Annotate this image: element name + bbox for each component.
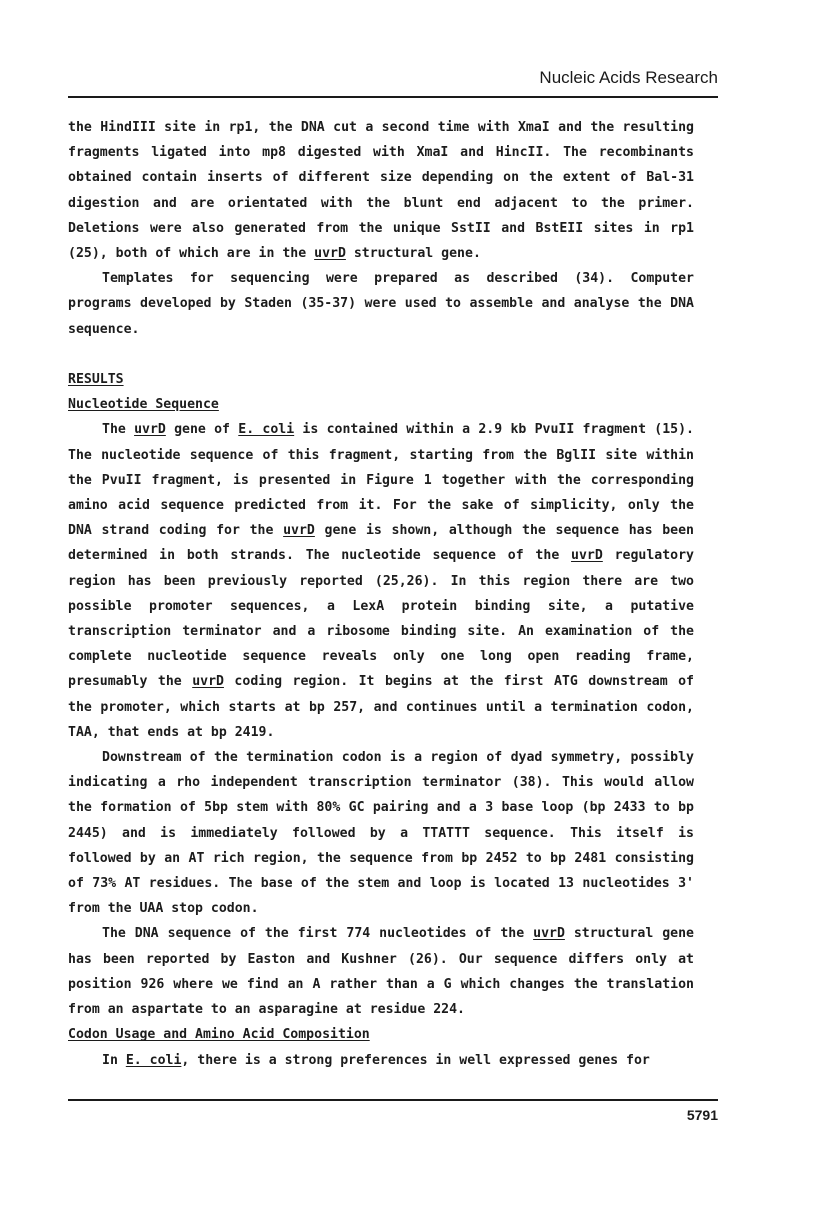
paragraph-terminator: Downstream of the termination codon is a region of dyad symmetry, possibly indicating a rho independent transcription terminator (38). This would allow the formation of 5bp stem with 80% GC pairing and a 3 base loop (bp 2433 to bp 2445) and is immediately followed by a TTATTT sequence. This itself is followed by an AT rich region, the sequence from bp 2452 to bp 2481 consisting of 73% AT residues. The base of the stem and loop is located 13 nucleotides 3' from the UAA stop codon. [68, 750, 694, 917]
subsection-heading-nucleotide: Nucleotide Sequence [68, 397, 219, 413]
gene-name: uvrD [533, 926, 565, 942]
body-text [68, 115, 694, 1073]
paragraph-codon-usage: In E. coli, there is a strong preferences in well expressed genes for [102, 1052, 650, 1068]
gene-name: uvrD [314, 246, 346, 262]
section-heading-results: RESULTS [68, 372, 124, 388]
journal-title: Nucleic Acids Research [539, 68, 718, 87]
paragraph-templates: Templates for sequencing were prepared as described (34). Computer programs developed by Staden (35-37) were used to assemble and analyse the DNA sequence. [68, 271, 694, 337]
gene-name: uvrD [283, 523, 315, 539]
header-rule [68, 96, 718, 98]
footer-rule [68, 1099, 718, 1101]
organism-name: E. coli [238, 422, 295, 438]
gene-name: uvrD [192, 674, 224, 690]
paragraph-methods-end: the HindIII site in rp1, the DNA cut a second time with XmaI and the resulting fragments ligated into mp8 digested with XmaI and HincII. The recombinants obtained contain inserts of different size depending on the extent of Bal-31 digestion and are orientated with the blunt end adjacent to the primer. Deletions were also generated from the unique SstII and BstEII sites in rp1 (25), both of which are in the uvrD structural gene. [68, 120, 694, 262]
organism-name: E. coli [125, 1052, 182, 1068]
gene-name: uvrD [134, 422, 166, 438]
gene-name: uvrD [571, 548, 603, 564]
paragraph-nucleotide-sequence: The uvrD gene of E. coli is contained within a 2.9 kb PvuII fragment (15). The nucleotide sequence of this fragment, starting from the BglII site within the PvuII fragment, is presented in Figure 1 together with the corresponding amino acid sequence predicted from it. For the sake of simplicity, only the DNA strand coding for the uvrD gene is shown, although the sequence has been determined in both strands. The nucleotide sequence of the uvrD regulatory region has been previously reported (25,26). In this region there are two possible promoter sequences, a LexA protein binding site, a putative transcription terminator and a ribosome binding site. An examination of the complete nucleotide sequence reveals only one long open reading frame, presumably the uvrD coding region. It begins at the first ATG downstream of the promoter, which starts at bp 257, and continues until a termination codon, TAA, that ends at bp 2419. [68, 422, 695, 740]
page-number: 5791 [686, 1107, 718, 1123]
subsection-heading-codon: Codon Usage and Amino Acid Composition [68, 1027, 370, 1043]
paragraph-comparison: The DNA sequence of the first 774 nucleotides of the uvrD structural gene has been reported by Easton and Kushner (26). Our sequence differs only at position 926 where we find an A rather than a G which changes the translation from an aspartate to an asparagine at residue 224. [68, 926, 694, 1018]
